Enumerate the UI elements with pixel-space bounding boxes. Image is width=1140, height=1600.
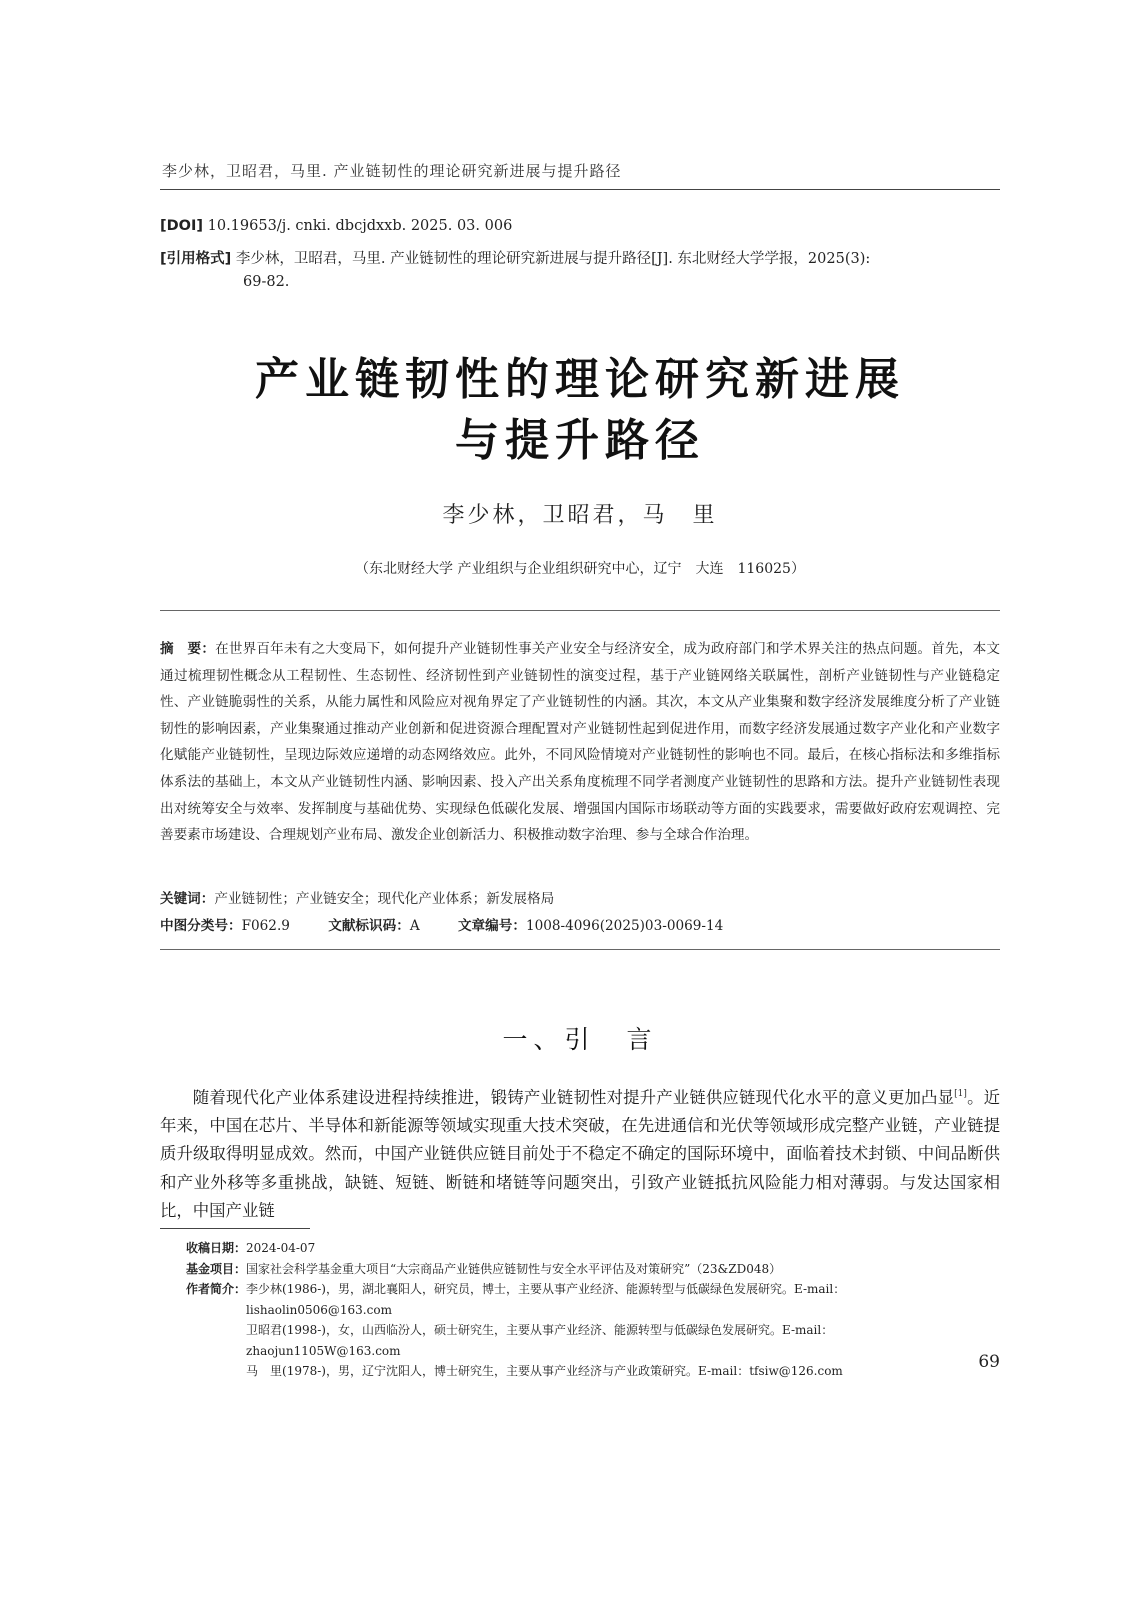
bio-label: 作者简介： xyxy=(186,1282,247,1296)
bio-3: 马 里(1978-)，男，辽宁沈阳人，博士研究生，主要从事产业经济与产业政策研究。E-mail：tfsiw@126.com xyxy=(246,1364,843,1378)
bio-1-line-1: 李少林(1986-)，男，湖北襄阳人，研究员，博士，主要从事产业经济、能源转型与低碳绿色发展研究。E-mail： xyxy=(246,1282,846,1296)
bio-2-email: zhaojun1105W@163.com xyxy=(246,1343,401,1358)
footnote-divider xyxy=(160,1228,310,1229)
document-code xyxy=(328,914,419,934)
body-text-part-1: 随着现代化产业体系建设进程持续推进，锻铸产业链韧性对提升产业链供应链现代化水平的意义更加凸显 xyxy=(192,1088,955,1107)
doi-value: 10.19653/j. cnki. dbcjdxxb. 2025. 03. 006 xyxy=(207,218,513,234)
article-number-value: 1008-4096(2025)03-0069-14 xyxy=(525,918,724,934)
document-code-value: A xyxy=(409,918,420,934)
header-divider xyxy=(160,189,1000,190)
footnote-fund xyxy=(186,1259,976,1280)
abstract-label: 摘 要： xyxy=(160,641,216,657)
fund-label: 基金项目： xyxy=(186,1261,247,1276)
clc-value: F062.9 xyxy=(241,918,290,934)
paper-title-line-2: 与提升路径 xyxy=(455,415,705,466)
citation-line-2: 69-82. xyxy=(243,274,290,290)
citation-line xyxy=(160,247,870,268)
article-number xyxy=(458,914,723,934)
article-number-label: 文章编号： xyxy=(457,918,526,934)
footnotes xyxy=(186,1238,976,1382)
bio-1-email: lishaolin0506@163.com xyxy=(246,1302,392,1317)
document-code-label: 文献标识码： xyxy=(328,918,410,934)
abstract-text: 在世界百年未有之大变局下，如何提升产业链韧性事关产业安全与经济安全，成为政府部门和学术界关注的热点问题。首先，本文通过梳理韧性概念从工程韧性、生态韧性、经济韧性到产业链韧性的演变过程，基于产业链网络关联属性，剖析产业链韧性与产业链稳定性、产业链脆弱性的关系，从能力属性和风险应对视角界定了产业链韧性的内涵。其次，本文从产业集聚和数字经济发展维度分析了产业链韧性的影响因素，产业集聚通过推动产业创新和促进资源合理配置对产业链韧性起到促进作用，而数字经济发展通过数字产业化和产业数字化赋能产业链韧性，呈现边际效应递增的动态网络效应。此外，不同风险情境对产业链韧性的影响也不同。最后，在核心指标法和多维指标体系法的基础上，本文从产业链韧性内涵、影响因素、投入产出关系角度梳理不同学者测度产业链韧性的思路和方法。提升产业链韧性表现出对统筹安全与效率、发挥制度与基础优势、实现绿色低碳化发展、增强国内国际市场联动等方面的实践要求，需要做好政府宏观调控、完善要素市场建设、合理规划产业布局、激发企业创新活力、积极推动数字治理、参与全球合作治理。 xyxy=(160,641,1000,844)
bio-list xyxy=(246,1279,976,1382)
citation-text: 李少林，卫昭君，马里. 产业链韧性的理论研究新进展与提升路径[J]. 东北财经大学学报，2025(3): xyxy=(235,251,871,267)
fund-text: 国家社会科学基金重大项目“大宗商品产业链供应链韧性与安全水平评估及对策研究”（23&ZD048） xyxy=(246,1261,782,1276)
clc-label: 中图分类号： xyxy=(160,918,242,934)
abstract xyxy=(160,636,1000,849)
clc-number xyxy=(160,914,290,934)
page-number: 69 xyxy=(978,1352,1000,1372)
keywords-label: 关键词： xyxy=(160,891,215,907)
section-heading: 一、引 言 xyxy=(502,1025,658,1054)
keywords xyxy=(160,887,1000,907)
keywords-value: 产业链韧性；产业链安全；现代化产业体系；新发展格局 xyxy=(214,891,555,907)
bio-2-line-1: 卫昭君(1998-)，女，山西临汾人，硕士研究生，主要从事产业经济、能源转型与低碳绿色发展研究。E-mail： xyxy=(246,1323,834,1337)
paper-title-line-1: 产业链韧性的理论研究新进展 xyxy=(255,354,905,405)
citation-label: [引用格式] xyxy=(160,251,232,267)
classification-line xyxy=(160,914,1000,934)
reference-marker[interactable]: [1] xyxy=(954,1089,967,1099)
running-head: 李少林，卫昭君，马里. 产业链韧性的理论研究新进展与提升路径 xyxy=(162,162,622,180)
doi-label: [DOI] xyxy=(160,218,204,234)
body-paragraph xyxy=(160,1080,1000,1225)
footnote-received xyxy=(186,1238,976,1259)
received-date: 2024-04-07 xyxy=(246,1241,316,1255)
received-label: 收稿日期： xyxy=(186,1241,247,1255)
author-list: 李少林，卫昭君，马 里 xyxy=(442,503,718,528)
abstract-top-rule xyxy=(160,610,1000,611)
doi-line xyxy=(160,218,512,234)
body-text-part-2: 。近年来，中国在芯片、半导体和新能源等领域实现重大技术突破，在先进通信和光伏等领域形成完整产业链，产业链提质升级取得明显成效。然而，中国产业链供应链目前处于不稳定不确定的国际环境中，面临着技术封锁、中间品断供和产业外移等多重挑战，缺链、短链、断链和堵链等问题突出，引致产业链抵抗风险能力相对薄弱。与发达国家相比，中国产业链 xyxy=(160,1088,1001,1220)
author-affiliation: （东北财经大学 产业组织与企业组织研究中心，辽宁 大连 116025） xyxy=(355,561,805,577)
footnote-bio xyxy=(186,1279,976,1382)
abstract-bottom-rule xyxy=(160,949,1000,950)
